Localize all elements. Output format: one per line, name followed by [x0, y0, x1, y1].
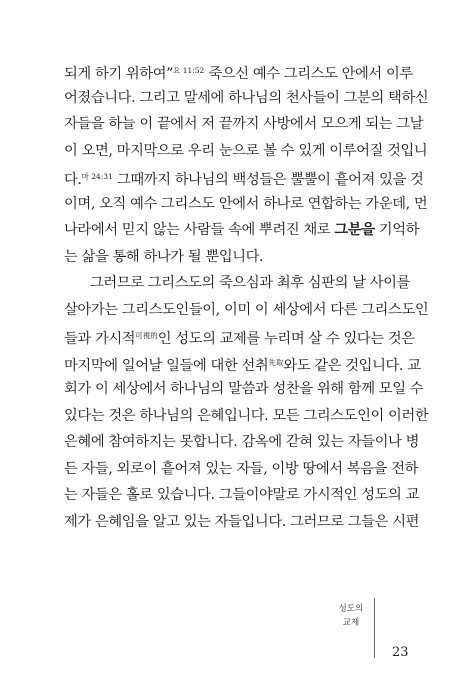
text-run: 들과 가시적 — [64, 331, 136, 347]
scripture-reference: 요 11:52 — [173, 66, 205, 75]
text-run: 와도 같은 것입니다. 교 — [283, 357, 421, 374]
text-line: 는 자들은 홀로 있습니다. 그들이야말로 가시적인 성도의 교 — [64, 487, 420, 503]
text-line: 살아가는 그리스도인들이, 이미 이 세상에서 다른 그리스도인 — [64, 301, 429, 318]
text-line: 이며, 오직 예수 그리스도 안에서 하나로 연합하는 가운데, 먼 — [64, 195, 428, 212]
page-number: 23 — [392, 645, 409, 660]
text-line: 자들을 하늘 이 끝에서 저 끝까지 사방에서 모으게 되는 그날 — [64, 116, 424, 132]
hanja-gloss: 可視的 — [135, 331, 158, 340]
text-run: 그때까지 하나님의 백성들은 뿔뿔이 흩어져 있을 것 — [112, 172, 424, 188]
scripture-reference: 마 24:31 — [81, 172, 113, 181]
running-title-line: 교제 — [342, 618, 360, 628]
text-line: 이 오면, 마지막으로 우리 눈으로 볼 수 있게 이루어질 것입니 — [64, 142, 428, 159]
text-line — [64, 164, 424, 190]
text-line: 어졌습니다. 그리고 말세에 하나님의 천사들이 그분의 택하신 — [64, 89, 429, 106]
bold-emphasis: 그분을 — [334, 222, 375, 238]
text-line: 은혜에 참여하지는 못합니다. 감옥에 갇혀 있는 자들이나 병 — [64, 434, 420, 450]
text-line — [64, 217, 420, 243]
text-line: 는 삶을 통해 하나가 될 뿐입니다. — [64, 248, 264, 265]
text-run: 마지막에 일어날 일들에 대한 선취 — [64, 357, 269, 374]
text-run: 죽으신 예수 그리스도 안에서 이루 — [204, 66, 413, 82]
text-line: 회가 이 세상에서 하나님의 말씀과 성찬을 위해 함께 모일 수 — [64, 381, 424, 397]
text-run: 기억하 — [374, 222, 420, 238]
text-line — [64, 350, 421, 376]
text-line: 있다는 것은 하나님의 은혜입니다. 모든 그리스도인이 이러한 — [64, 407, 429, 424]
running-title — [334, 602, 368, 630]
text-run: 나라에서 믿지 않는 사람들 속에 뿌려진 채로 — [64, 222, 335, 238]
text-run: 되게 하기 위하여” — [64, 66, 174, 82]
text-line: 제가 은혜임을 알고 있는 자들입니다. 그러므로 그들은 시편 — [64, 513, 420, 530]
text-line: 그러므로 그리스도의 죽으심과 최후 심판의 날 사이를 — [90, 275, 410, 291]
text-run: 다. — [64, 172, 82, 188]
running-title-line: 성도의 — [338, 604, 364, 614]
text-line — [64, 323, 415, 349]
text-line: 든 자들, 외로이 흩어져 있는 자들, 이방 땅에서 복음을 전하 — [64, 460, 419, 477]
text-run: 인 성도의 교제를 누리며 살 수 있다는 것은 — [157, 331, 415, 347]
hanja-gloss: 先取 — [268, 357, 284, 367]
text-line — [64, 58, 413, 84]
footer-divider — [374, 598, 375, 658]
